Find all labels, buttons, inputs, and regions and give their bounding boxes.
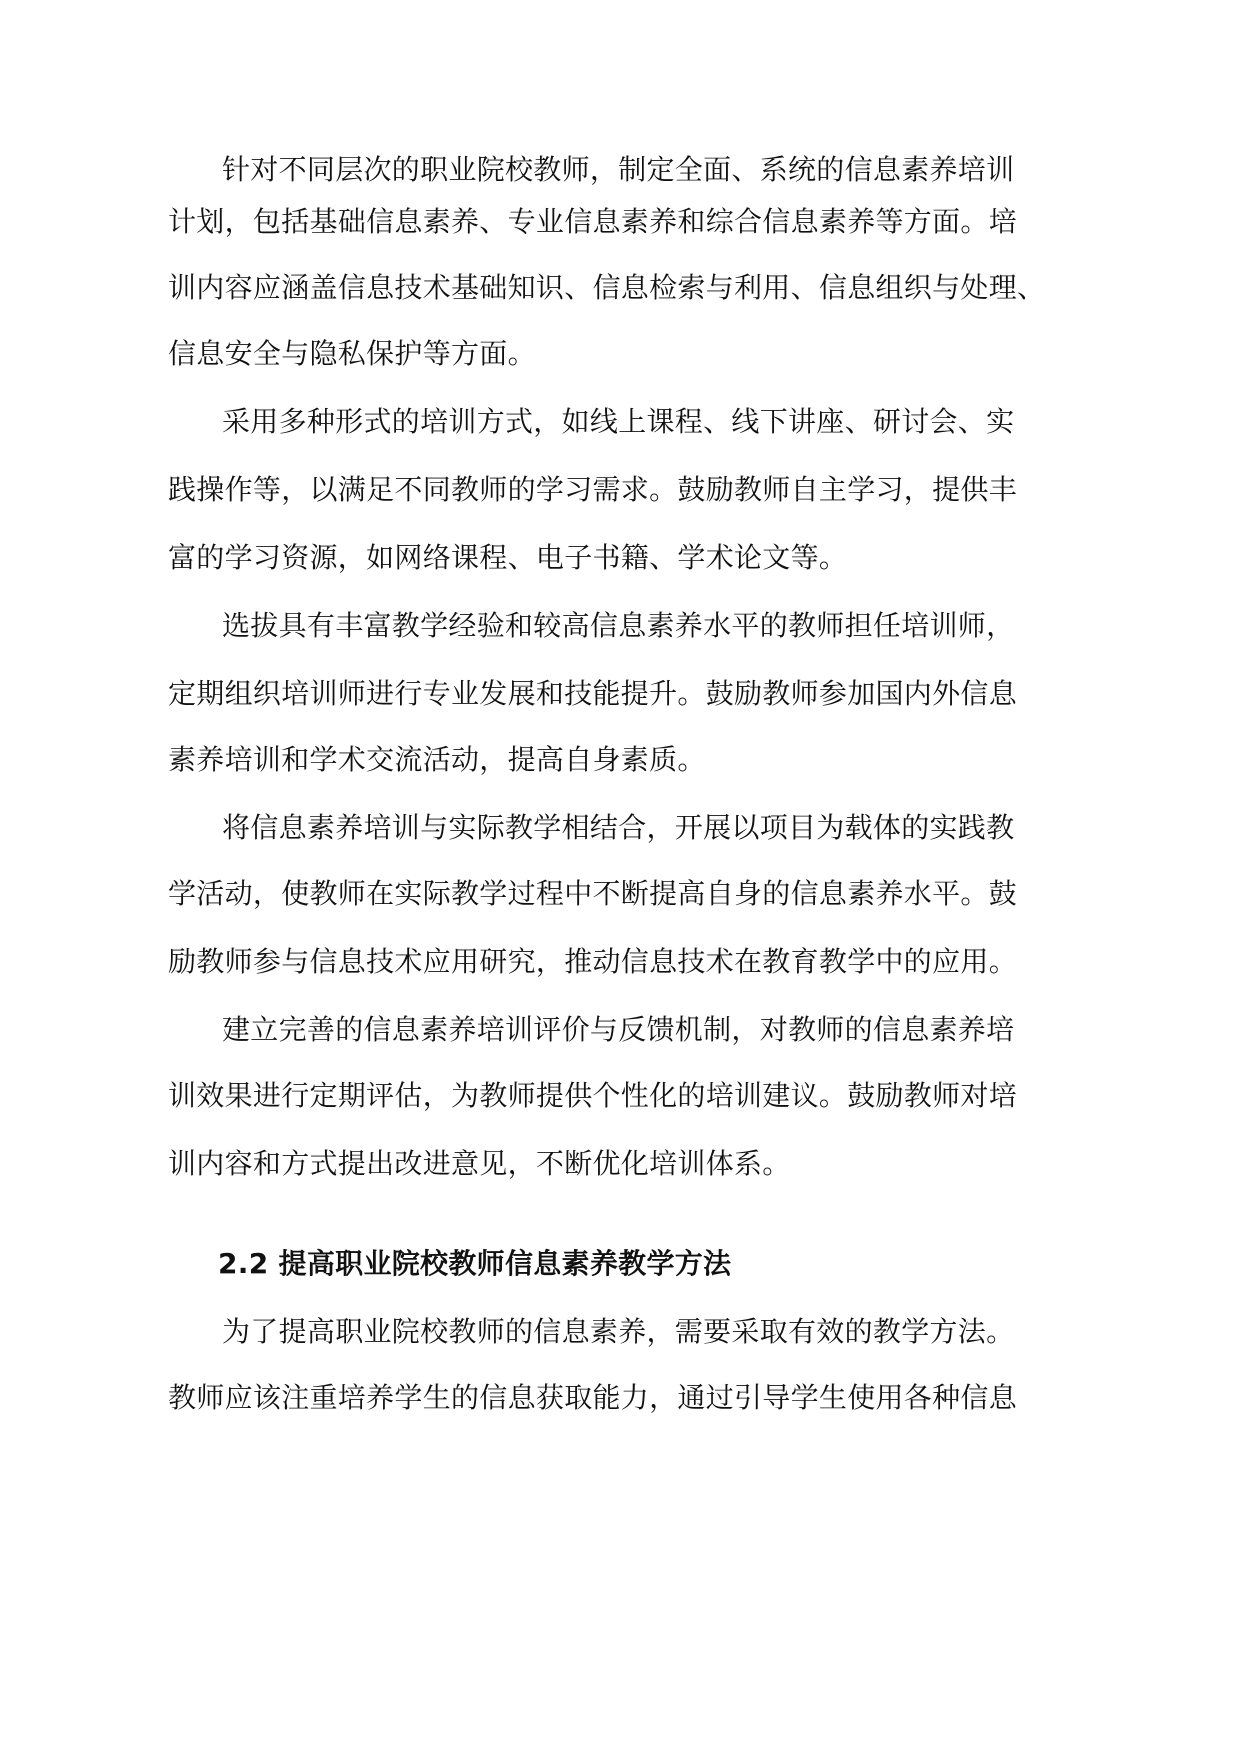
paragraph-2-line-2: 践操作等，以满足不同教师的学习需求。鼓励教师自主学习，提供丰 (168, 473, 1018, 506)
paragraph-4-line-3: 励教师参与信息技术应用研究，推动信息技术在教育教学中的应用。 (168, 945, 1018, 978)
paragraph-1-line-1: 针对不同层次的职业院校教师，制定全面、系统的信息素养培训 (222, 153, 1015, 186)
paragraph-5-line-1: 建立完善的信息素养培训评价与反馈机制，对教师的信息素养培 (222, 1013, 1015, 1046)
paragraph-4-line-2: 学活动，使教师在实际教学过程中不断提高自身的信息素养水平。鼓 (168, 877, 1018, 910)
paragraph-5-line-3: 训内容和方式提出改进意见，不断优化培训体系。 (168, 1147, 791, 1180)
section-paragraph-line-2: 教师应该注重培养学生的信息获取能力，通过引导学生使用各种信息 (168, 1381, 1018, 1414)
paragraph-2-line-1: 采用多种形式的培训方式，如线上课程、线下讲座、研讨会、实 (222, 405, 1015, 438)
paragraph-3-line-2: 定期组织培训师进行专业发展和技能提升。鼓励教师参加国内外信息 (168, 677, 1018, 710)
paragraph-1-line-4: 信息安全与隐私保护等方面。 (168, 337, 536, 370)
paragraph-4-line-1: 将信息素养培训与实际教学相结合，开展以项目为载体的实践教 (222, 811, 1015, 844)
section-heading: 2.2 提高职业院校教师信息素养教学方法 (218, 1247, 732, 1280)
paragraph-3-line-1: 选拔具有丰富教学经验和较高信息素养水平的教师担任培训师， (222, 609, 1015, 642)
paragraph-2-line-3: 富的学习资源，如网络课程、电子书籍、学术论文等。 (168, 541, 848, 574)
paragraph-5-line-2: 训效果进行定期评估，为教师提供个性化的培训建议。鼓励教师对培 (168, 1079, 1018, 1112)
paragraph-1-line-2: 计划，包括基础信息素养、专业信息素养和综合信息素养等方面。培 (168, 205, 1018, 238)
section-paragraph-line-1: 为了提高职业院校教师的信息素养，需要采取有效的教学方法。 (222, 1315, 1015, 1348)
paragraph-3-line-3: 素养培训和学术交流活动，提高自身素质。 (168, 743, 706, 776)
paragraph-1-line-3: 训内容应涵盖信息技术基础知识、信息检索与利用、信息组织与处理、 (168, 271, 1046, 304)
